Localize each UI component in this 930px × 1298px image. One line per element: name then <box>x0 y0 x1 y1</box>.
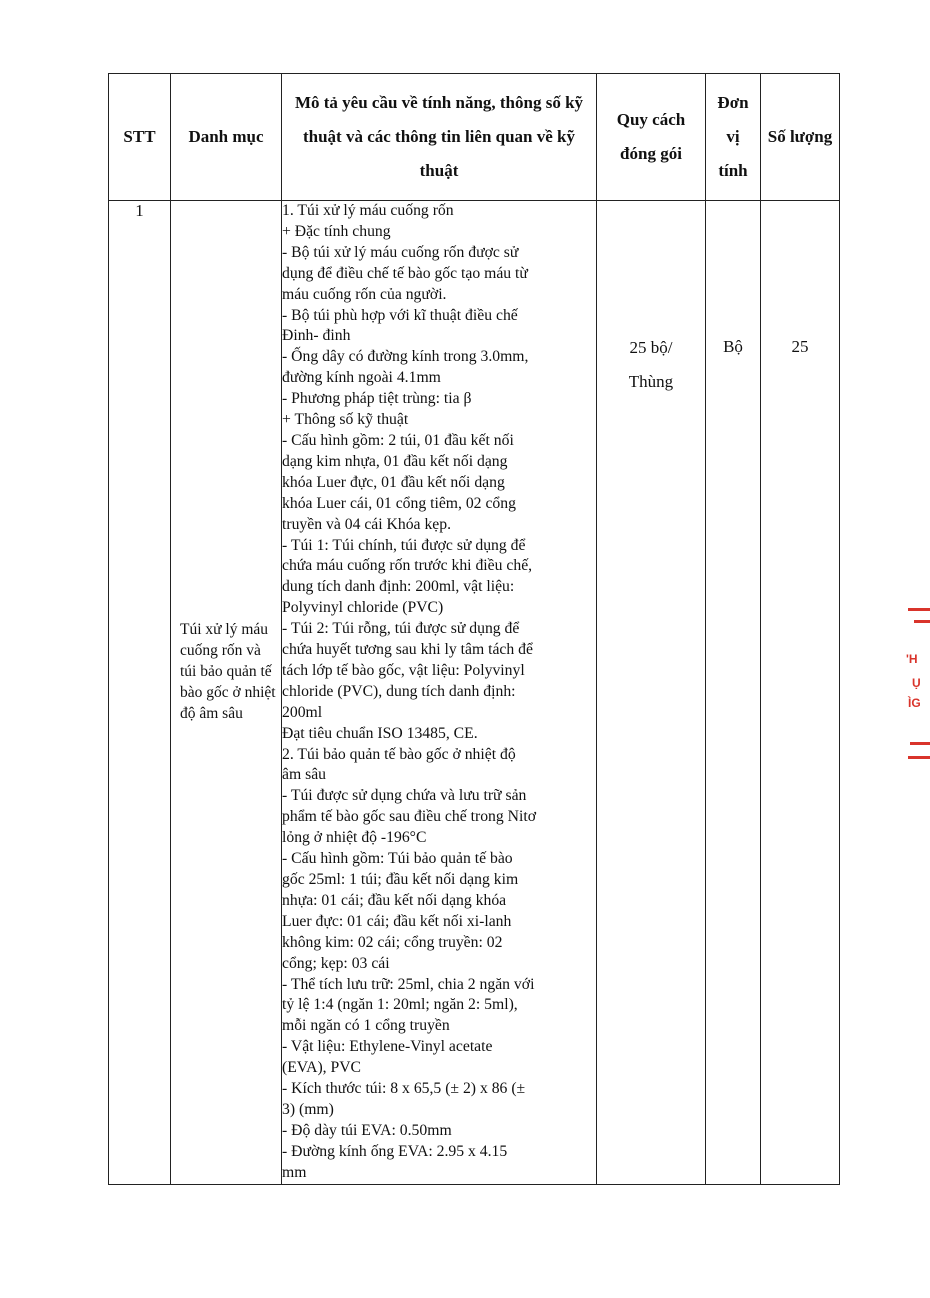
row-category <box>171 201 282 1185</box>
description-line: (EVA), PVC <box>282 1059 362 1077</box>
packaging-text: 25 bộ/ Thùng <box>628 338 674 391</box>
description-line: khóa Luer đực, 01 đầu kết nối dạng <box>282 473 505 491</box>
description-line: tách lớp tế bào gốc, vật liệu: Polyvinyl <box>282 661 525 679</box>
description-line: + Đặc tính chung <box>282 222 391 240</box>
specification-table <box>108 73 840 1185</box>
stamp-text-2: Ụ <box>912 676 921 690</box>
row-quantity <box>761 201 840 1185</box>
description-line: - Túi được sử dụng chứa và lưu trữ sản <box>282 787 527 805</box>
description-line: - Đường kính ống EVA: 2.95 x 4.15 <box>282 1142 508 1160</box>
description-line: - Cấu hình gồm: Túi bảo quản tế bào <box>282 850 513 868</box>
stamp-text-1: 'H <box>906 652 918 666</box>
description-line: - Độ dày túi EVA: 0.50mm <box>282 1121 452 1139</box>
row-packaging <box>597 201 706 1185</box>
header-description: Mô tả yêu cầu về tính năng, thông số kỹ thuật và các thông tin liên quan về kỹ thuật <box>282 74 597 201</box>
description-line: nhựa: 01 cái; đầu kết nối dạng khóa <box>282 891 507 909</box>
description-line: - Túi 1: Túi chính, túi được sử dụng để <box>282 536 526 554</box>
stamp-text-3: ÌG <box>908 696 921 710</box>
description-line: - Cấu hình gồm: 2 túi, 01 đầu kết nối <box>282 431 514 449</box>
description-line: âm sâu <box>282 766 326 784</box>
header-category: Danh mục <box>171 74 282 201</box>
description-line: - Túi 2: Túi rỗng, túi được sử dụng để <box>282 620 520 638</box>
description-line: không kim: 02 cái; cổng truyền: 02 <box>282 933 503 951</box>
description-line: Đinh- đinh <box>282 327 351 345</box>
header-unit: Đơn vị tính <box>706 74 761 201</box>
table-header-row <box>109 74 840 201</box>
description-line: chứa huyết tương sau khi ly tâm tách để <box>282 641 533 659</box>
description-line: mm <box>282 1163 307 1181</box>
description-line: - Thể tích lưu trữ: 25ml, chia 2 ngăn với <box>282 975 535 993</box>
description-line: - Kích thước túi: 8 x 65,5 (± 2) x 86 (± <box>282 1080 526 1098</box>
header-quantity: Số lượng <box>761 74 840 201</box>
description-line: + Thông số kỹ thuật <box>282 411 409 429</box>
description-line: 200ml <box>282 703 323 721</box>
description-line: dụng để điều chế tế bào gốc tạo máu từ <box>282 264 528 282</box>
unit-text: Bộ <box>723 337 743 356</box>
description-line: tỷ lệ 1:4 (ngăn 1: 20ml; ngăn 2: 5ml), <box>282 996 518 1014</box>
description-line: - Ống dây có đường kính trong 3.0mm, <box>282 348 529 366</box>
description-line: - Vật liệu: Ethylene-Vinyl acetate <box>282 1038 493 1056</box>
description-line: Polyvinyl chloride (PVC) <box>282 599 444 617</box>
description-line: cổng; kẹp: 03 cái <box>282 954 390 972</box>
row-stt: 1 <box>109 201 171 1185</box>
red-stamp-fragment <box>900 600 930 770</box>
description-line: 1. Túi xử lý máu cuống rốn <box>282 202 454 219</box>
quantity-text: 25 <box>791 337 809 356</box>
header-packaging: Quy cách đóng gói <box>597 74 706 201</box>
description-line: phẩm tế bào gốc sau điều chế trong Nitơ <box>282 808 536 826</box>
row-unit <box>706 201 761 1185</box>
row-description <box>282 201 597 1185</box>
description-line: đường kính ngoài 4.1mm <box>282 369 441 387</box>
description-line: máu cuống rốn của người. <box>282 285 447 303</box>
description-line: - Bộ túi xử lý máu cuống rốn được sử <box>282 243 519 261</box>
description-line: Đạt tiêu chuẩn ISO 13485, CE. <box>282 724 478 742</box>
description-line: dung tích danh định: 200ml, vật liệu: <box>282 578 515 596</box>
description-line: truyền và 04 cái Khóa kẹp. <box>282 515 452 533</box>
description-line: mỗi ngăn có 1 cổng truyền <box>282 1017 450 1035</box>
description-line: Luer đực: 01 cái; đầu kết nối xi-lanh <box>282 912 512 930</box>
description-line: chloride (PVC), dung tích danh định: <box>282 682 516 700</box>
description-line: khóa Luer cái, 01 cổng tiêm, 02 cổng <box>282 494 516 512</box>
description-line: - Bộ túi phù hợp với kĩ thuật điều chế <box>282 306 518 324</box>
description-lines <box>282 201 596 1184</box>
header-stt: STT <box>109 74 171 201</box>
description-line: gốc 25ml: 1 túi; đầu kết nối dạng kim <box>282 871 519 888</box>
description-line: 2. Túi bảo quản tế bào gốc ở nhiệt độ <box>282 745 516 763</box>
description-line: dạng kim nhựa, 01 đầu kết nối dạng <box>282 452 508 470</box>
description-line: 3) (mm) <box>282 1100 334 1118</box>
description-line: lỏng ở nhiệt độ -196°C <box>282 829 427 847</box>
table-row <box>109 201 840 1185</box>
category-text: Túi xử lý máu cuống rốn và túi bảo quản tế bào gốc ở nhiệt độ âm sâu <box>180 621 276 722</box>
description-line: - Phương pháp tiệt trùng: tia β <box>282 390 472 408</box>
description-line: chứa máu cuống rốn trước khi điều chế, <box>282 557 533 575</box>
